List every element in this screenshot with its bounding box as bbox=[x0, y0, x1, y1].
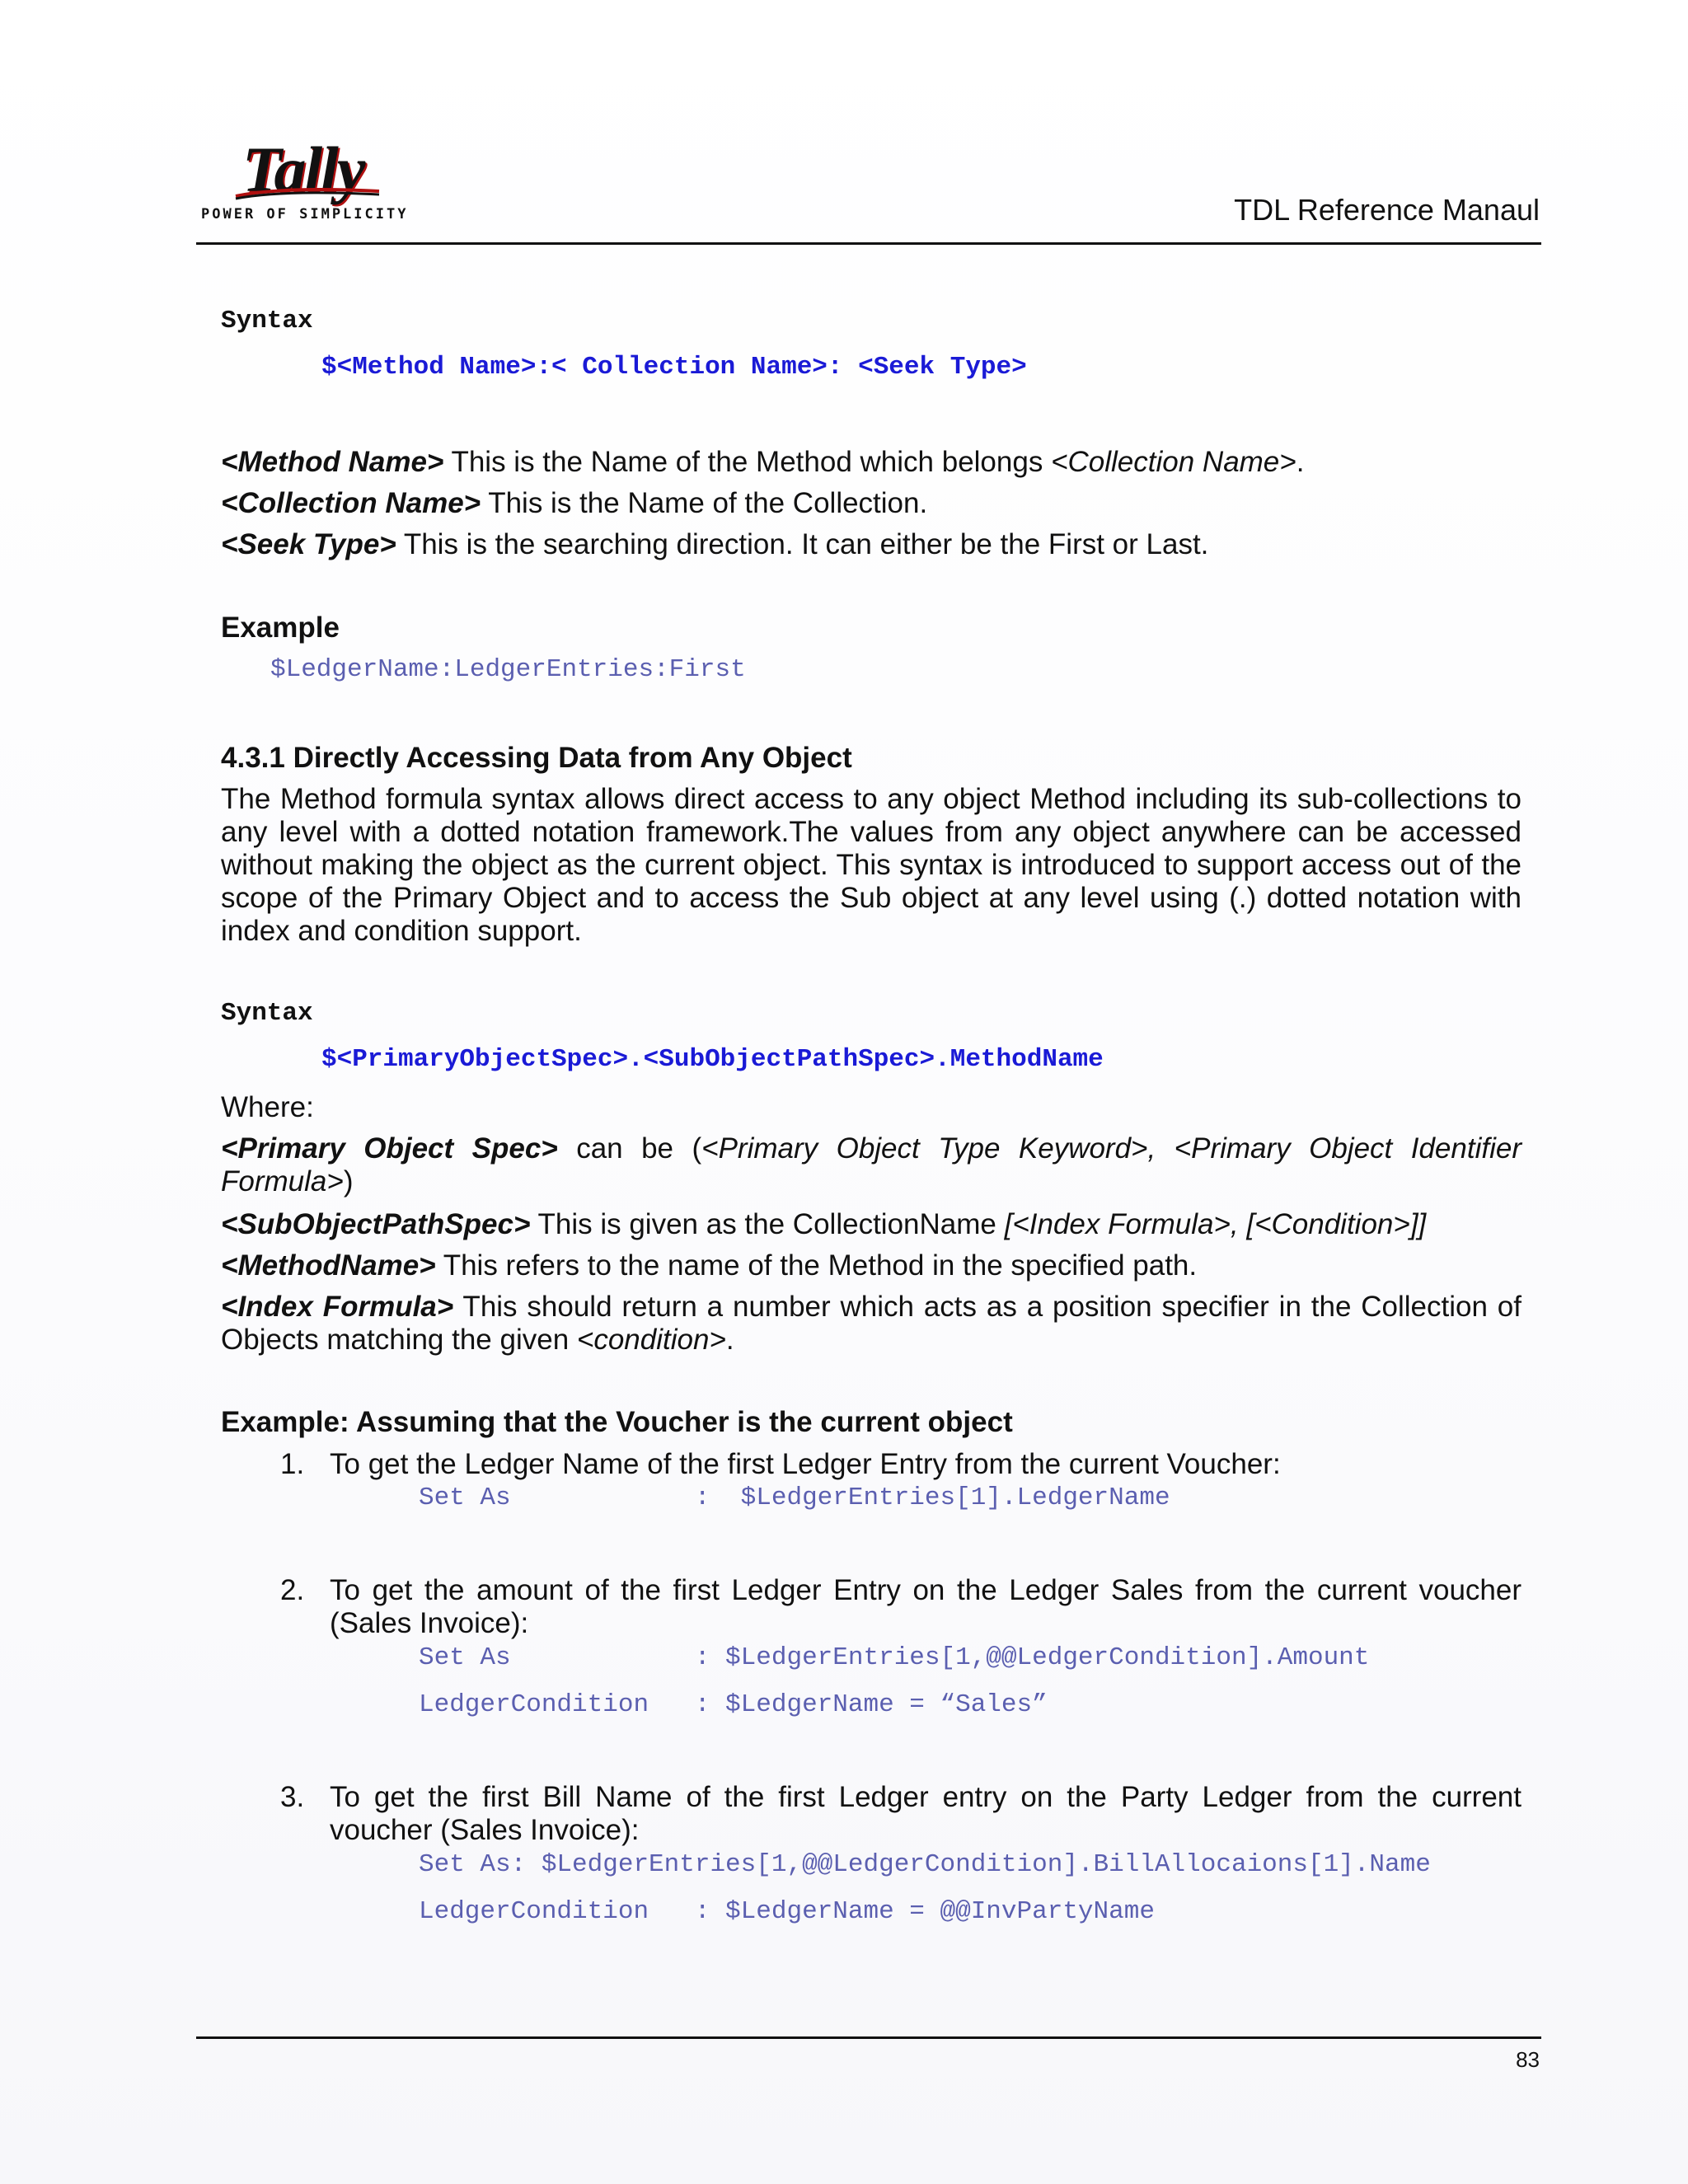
logo-tagline: POWER OF SIMPLICITY bbox=[201, 206, 409, 223]
syntax-code-1: $<Method Name>:< Collection Name>: <Seek Type> bbox=[321, 353, 1027, 382]
def-italic: <Primary Object Type Keyword>, <Primary Object Identifier Formula> bbox=[221, 1132, 1522, 1197]
syntax-code-2: $<PrimaryObjectSpec>.<SubObjectPathSpec>.MethodName bbox=[321, 1045, 1104, 1074]
code-line: LedgerCondition : $LedgerName = @@InvPartyName bbox=[419, 1897, 1155, 1926]
def-text: This is given as the CollectionName bbox=[530, 1208, 1005, 1240]
footer-divider bbox=[196, 2036, 1541, 2039]
tally-logo bbox=[201, 134, 409, 227]
section-heading: 4.3.1 Directly Accessing Data from Any Object bbox=[221, 742, 852, 774]
list-item-number: 2. bbox=[280, 1574, 305, 1606]
def-text-end: ) bbox=[343, 1165, 354, 1197]
section-paragraph: The Method formula syntax allows direct access to any object Method including its sub-collections to any level with a dotted notation framework.The values from any object anywhere can be accessed without making the object as the current object. This syntax is introduced to support access out of the scope of the Primary Object and to access the Sub object at any level using (.) dotted notation with index and condition support. bbox=[221, 783, 1522, 947]
def-collection-name bbox=[221, 487, 927, 520]
def-term: <MethodName> bbox=[221, 1249, 436, 1282]
list-item-number: 1. bbox=[280, 1448, 305, 1480]
code-line: LedgerCondition : $LedgerName = “Sales” bbox=[419, 1690, 1048, 1719]
list-item-text: To get the Ledger Name of the first Ledger Entry from the current Voucher: bbox=[330, 1448, 1281, 1480]
header-divider bbox=[196, 242, 1541, 245]
where-label: Where: bbox=[221, 1091, 314, 1123]
example-code-1: $LedgerName:LedgerEntries:First bbox=[270, 655, 746, 684]
list-item-number: 3. bbox=[280, 1781, 305, 1813]
def-text: This is the Name of the Collection. bbox=[481, 487, 928, 519]
def-primary-object-spec bbox=[221, 1132, 1522, 1198]
code-line: Set As : $LedgerEntries[1,@@LedgerCondition].Amount bbox=[419, 1643, 1370, 1672]
syntax-label-2: Syntax bbox=[221, 999, 313, 1028]
logo-wordmark: Tally bbox=[242, 134, 364, 205]
def-text: This is the Name of the Method which belongs bbox=[443, 446, 1052, 478]
def-text: This is the searching direction. It can either be the First or Last. bbox=[396, 528, 1209, 560]
def-subobject-path-spec bbox=[221, 1208, 1426, 1241]
def-term: <Method Name> bbox=[221, 446, 444, 478]
syntax-label-1: Syntax bbox=[221, 307, 313, 335]
def-method-name-2 bbox=[221, 1249, 1197, 1282]
page-number: 83 bbox=[1516, 2047, 1540, 2072]
code-line: Set As : $LedgerEntries[1].LedgerName bbox=[419, 1483, 1170, 1512]
def-term: <Index Formula> bbox=[221, 1291, 454, 1323]
def-italic: <condition> bbox=[576, 1324, 726, 1356]
example-label-1: Example bbox=[221, 612, 340, 644]
def-text: can be ( bbox=[557, 1132, 702, 1165]
def-term: <SubObjectPathSpec> bbox=[221, 1208, 531, 1240]
def-text: This should return a number which acts as a position specifier in the Collection of Objects matching the given bbox=[221, 1291, 1522, 1356]
def-term: <Primary Object Spec> bbox=[221, 1132, 558, 1165]
document-title: TDL Reference Manaul bbox=[1234, 193, 1540, 227]
list-item-text: To get the first Bill Name of the first Ledger entry on the Party Ledger from the current voucher (Sales Invoice): bbox=[330, 1781, 1522, 1846]
def-italic: <Collection Name> bbox=[1051, 446, 1296, 478]
def-italic: [<Index Formula>, [<Condition>]] bbox=[1004, 1208, 1427, 1240]
def-term: <Seek Type> bbox=[221, 528, 396, 560]
def-seek-type bbox=[221, 528, 1208, 561]
def-text-end: . bbox=[1296, 446, 1305, 478]
list-item-text: To get the amount of the first Ledger Entry on the Ledger Sales from the current voucher (Sales Invoice): bbox=[330, 1574, 1522, 1639]
def-method-name bbox=[221, 446, 1304, 479]
def-term: <Collection Name> bbox=[221, 487, 481, 519]
logo-swoosh-icon bbox=[234, 185, 382, 201]
def-text-end: . bbox=[725, 1324, 734, 1356]
code-line: Set As: $LedgerEntries[1,@@LedgerCondition].BillAllocaions[1].Name bbox=[419, 1850, 1431, 1879]
def-index-formula bbox=[221, 1291, 1522, 1357]
example-heading-2: Example: Assuming that the Voucher is the current object bbox=[221, 1406, 1013, 1438]
def-text: This refers to the name of the Method in the specified path. bbox=[435, 1249, 1198, 1282]
